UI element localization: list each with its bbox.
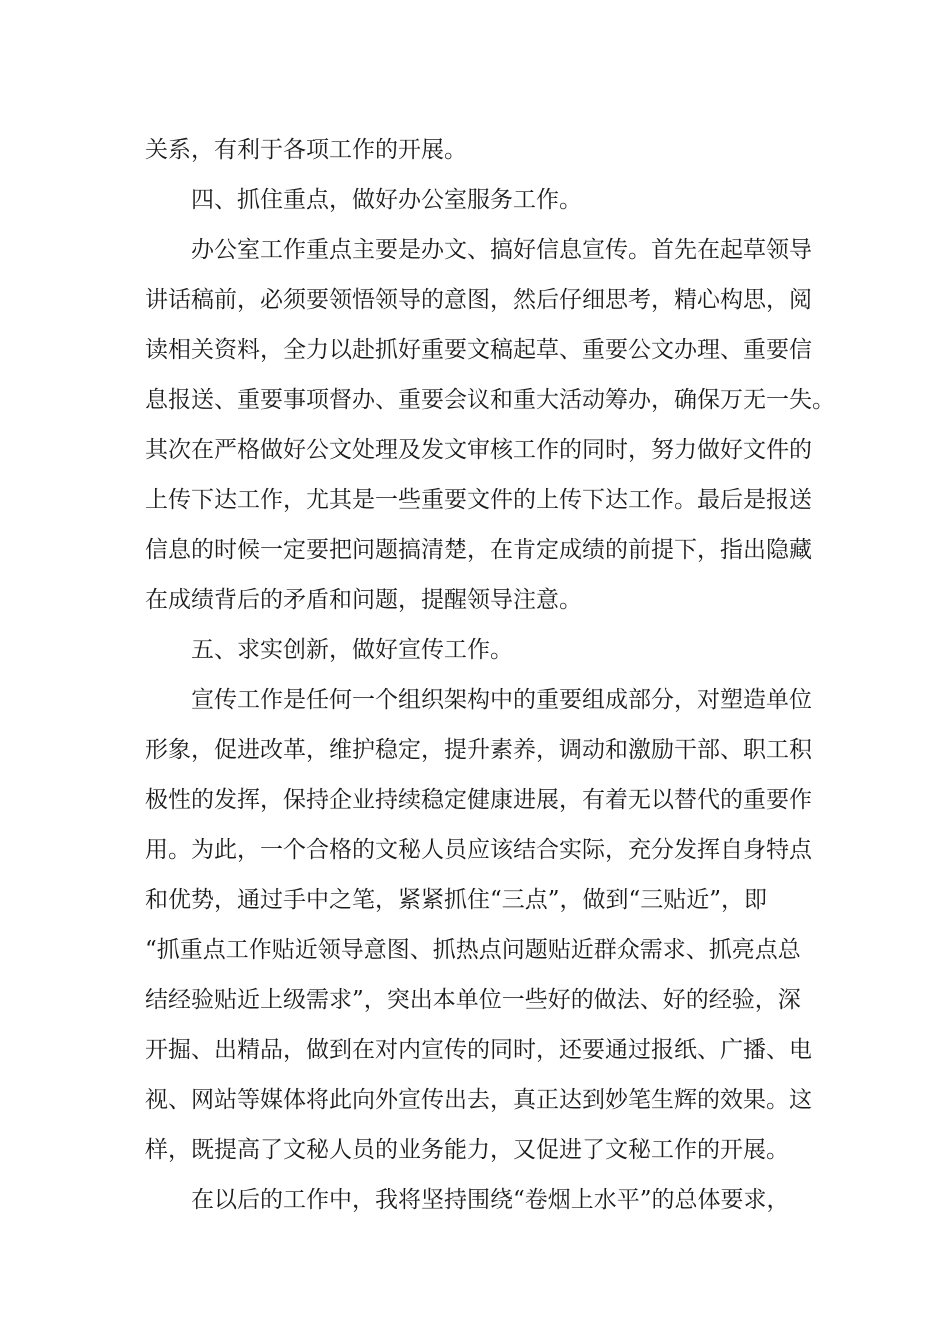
- section-heading-5: 五、求实创新，做好宣传工作。: [191, 637, 513, 663]
- body-line: 和优势，通过手中之笔，紧紧抓住“三点”，做到“三贴近”，即: [145, 887, 768, 913]
- body-line: 讲话稿前，必须要领悟领导的意图，然后仔细思考，精心构思，阅: [145, 287, 812, 313]
- section-heading-4: 四、抓住重点，做好办公室服务工作。: [191, 187, 582, 213]
- document-body: [145, 125, 835, 1225]
- body-line: 在成绩背后的矛盾和问题，提醒领导注意。: [145, 587, 582, 613]
- body-line: 样，既提高了文秘人员的业务能力，又促进了文秘工作的开展。: [145, 1137, 789, 1163]
- body-line: “抓重点工作贴近领导意图、抓热点问题贴近群众需求、抓亮点总: [145, 937, 801, 963]
- body-line: 上传下达工作，尤其是一些重要文件的上传下达工作。最后是报送: [145, 487, 812, 513]
- body-line: 结经验贴近上级需求”，突出本单位一些好的做法、好的经验，深: [145, 987, 801, 1013]
- body-line: 信息的时候一定要把问题搞清楚，在肯定成绩的前提下，指出隐藏: [145, 537, 812, 563]
- body-line: 其次在严格做好公文处理及发文审核工作的同时，努力做好文件的: [145, 437, 812, 463]
- body-line: 息报送、重要事项督办、重要会议和重大活动筹办，确保万无一失。: [145, 387, 835, 413]
- body-line: 极性的发挥，保持企业持续稳定健康进展，有着无以替代的重要作: [145, 787, 812, 813]
- body-line: 读相关资料，全力以赴抓好重要文稿起草、重要公文办理、重要信: [145, 337, 812, 363]
- body-line: 用。为此，一个合格的文秘人员应该结合实际，充分发挥自身特点: [145, 837, 812, 863]
- body-line: 宣传工作是任何一个组织架构中的重要组成部分，对塑造单位: [191, 687, 812, 713]
- body-line: 视、网站等媒体将此向外宣传出去，真正达到妙笔生辉的效果。这: [145, 1087, 812, 1113]
- body-line: 在以后的工作中，我将坚持围绕“卷烟上水平”的总体要求，: [191, 1187, 790, 1213]
- body-line: 关系，有利于各项工作的开展。: [145, 137, 467, 163]
- body-line: 办公室工作重点主要是办文、搞好信息宣传。首先在起草领导: [191, 237, 812, 263]
- body-line: 开掘、出精品，做到在对内宣传的同时，还要通过报纸、广播、电: [145, 1037, 812, 1063]
- body-line: 形象，促进改革，维护稳定，提升素养，调动和激励干部、职工积: [145, 737, 812, 763]
